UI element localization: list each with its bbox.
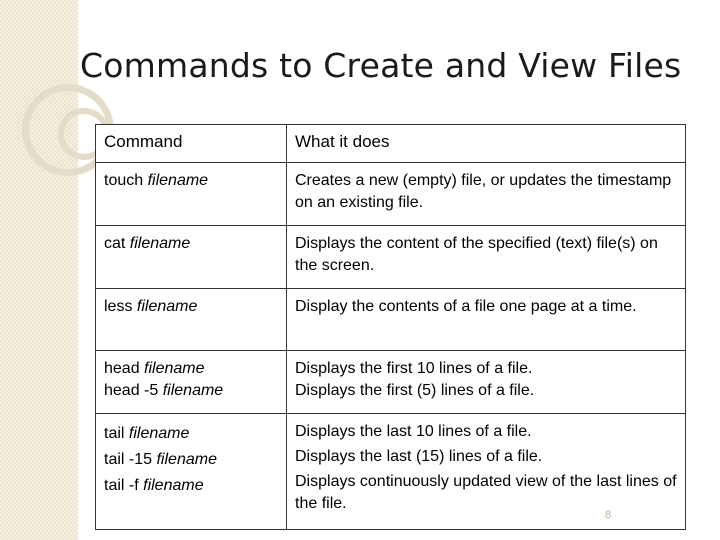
command-cell (96, 289, 287, 351)
command-argument: filename (147, 172, 209, 189)
slide-title: Commands to Create and View Files (80, 46, 682, 85)
description-text: Displays the last (15) lines of a file. (295, 448, 543, 465)
table-row (96, 414, 686, 530)
description-text: Display the contents of a file one page at a time. (295, 298, 637, 315)
command-text: tail -15 (104, 451, 153, 468)
description-cell (287, 289, 686, 351)
description-cell (287, 226, 686, 289)
description-text: Displays the last 10 lines of a file. (295, 423, 532, 440)
description-text: Displays the first 10 lines of a file. (295, 360, 533, 377)
command-line (104, 421, 278, 447)
command-argument: filename (156, 451, 217, 468)
command-text: tail -f (104, 477, 139, 494)
page-number: 8 (605, 509, 612, 521)
command-argument: filename (162, 382, 224, 399)
description-cell (287, 163, 686, 226)
description-text: Displays the first (5) lines of a file. (295, 382, 535, 399)
command-text: head (104, 360, 145, 377)
command-cell (96, 351, 287, 414)
command-line (104, 447, 278, 473)
command-text: tail (104, 425, 129, 442)
command-argument: filename (144, 360, 205, 377)
command-line (104, 296, 278, 318)
header-what-it-does: What it does (287, 125, 686, 163)
table-header-row (96, 125, 686, 163)
command-argument: filename (128, 425, 190, 442)
table-row (96, 351, 686, 414)
command-argument: filename (136, 298, 198, 315)
command-text: cat (104, 235, 126, 252)
table-row (96, 289, 686, 351)
description-text: Displays the content of the specified (text) file(s) on the screen. (295, 235, 658, 274)
command-line (104, 233, 278, 255)
command-line (104, 170, 278, 192)
header-command: Command (96, 125, 287, 163)
description-text: Displays continuously updated view of the last lines of the file. (295, 473, 677, 512)
command-cell (96, 414, 287, 530)
command-line (104, 380, 278, 402)
command-text: head -5 (104, 382, 159, 399)
description-cell (287, 351, 686, 414)
command-line (104, 473, 278, 499)
command-line (104, 358, 278, 380)
decorative-side-strip (0, 0, 78, 540)
command-cell (96, 226, 287, 289)
table-row (96, 226, 686, 289)
command-argument: filename (129, 235, 191, 252)
command-cell (96, 163, 287, 226)
commands-table (95, 124, 686, 530)
table-row (96, 163, 686, 226)
command-text: touch (104, 172, 144, 189)
description-cell (287, 414, 686, 530)
description-text: Creates a new (empty) file, or updates the timestamp on an existing file. (295, 172, 672, 211)
command-argument: filename (143, 477, 204, 494)
command-text: less (104, 298, 133, 315)
